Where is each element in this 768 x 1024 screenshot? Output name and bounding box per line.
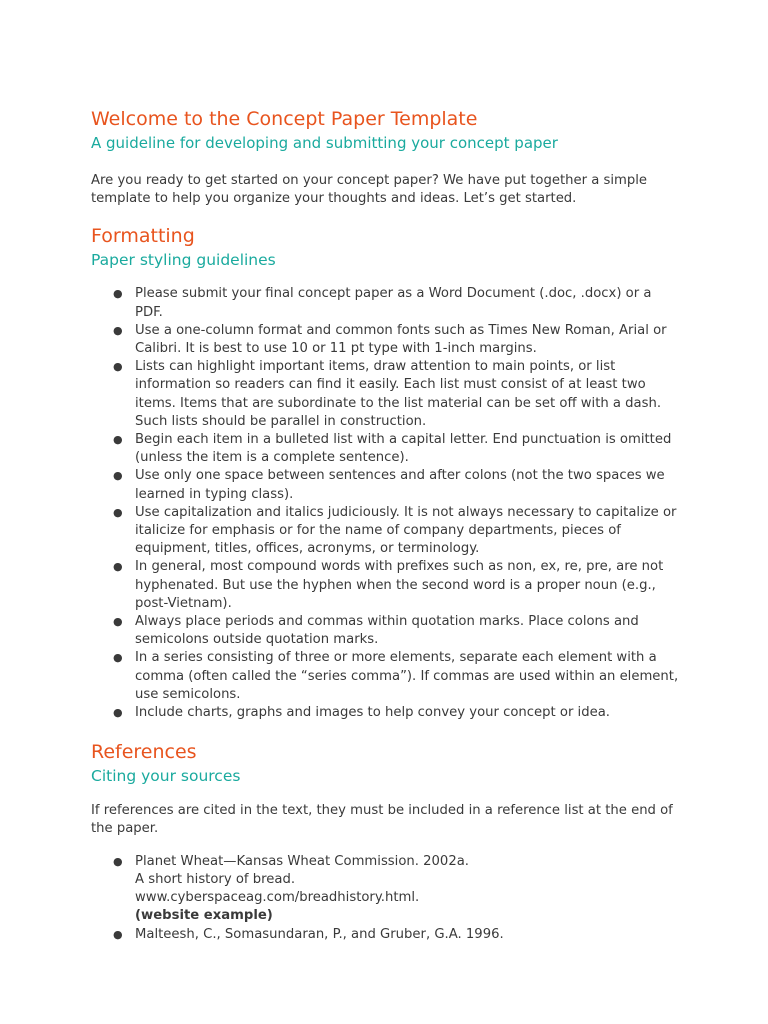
- bullet-icon: ●: [113, 469, 123, 483]
- list-item: ● Use a one-column format and common fonts such as Times New Roman, Arial or Calibri. It is best to use 10 or 11 pt type with 1-inch margins.: [113, 322, 667, 357]
- reference-title: A short history of bread.: [135, 871, 296, 887]
- bullet-icon: ●: [113, 433, 123, 447]
- bullet-icon: ●: [113, 651, 123, 665]
- list-item: ● Begin each item in a bulleted list with a capital letter. End punctuation is omitted (unless the item is a complete sentence).: [113, 432, 672, 466]
- bullet-icon: ●: [113, 505, 123, 519]
- reference-url: www.cyberspaceag.com/breadhistory.html.: [135, 890, 420, 906]
- list-item: ● Use only one space between sentences and after colons (not the two spaces we learned in typing class).: [113, 468, 665, 502]
- references-list: [91, 853, 681, 944]
- references-intro: If references are cited in the text, they must be included in a reference list at the end of the paper.: [91, 803, 673, 837]
- formatting-heading: Formatting: [91, 225, 195, 248]
- document-body: [91, 106, 681, 944]
- bullet-icon: ●: [113, 706, 123, 720]
- list-item: ● Please submit your final concept paper as a Word Document (.doc, .docx) or a PDF.: [113, 286, 652, 320]
- document-subtitle: A guideline for developing and submitting your concept paper: [91, 134, 558, 152]
- list-item: ● Lists can highlight important items, draw attention to main points, or list information so readers can find it easily. Each list must consist of at least two items. Items that are subordinate to the list material can be set off with a dash. Such lists should be parallel in construction.: [113, 359, 662, 429]
- list-item: ● Use capitalization and italics judiciously. It is not always necessary to capitalize or italicize for emphasis or for the name of company departments, pieces of equipment, titles, offices, acronyms, or terminology.: [113, 504, 677, 557]
- list-item: ● In a series consisting of three or more elements, separate each element with a comma (often called the “series comma”). If commas are used within an element, use semicolons.: [113, 650, 679, 702]
- intro-paragraph: Are you ready to get started on your concept paper? We have put together a simple template to help you organize your thoughts and ideas. Let’s get started.: [91, 173, 648, 207]
- bullet-icon: ●: [113, 927, 123, 941]
- bullet-icon: ●: [113, 287, 123, 301]
- list-item: ● Include charts, graphs and images to help convey your concept or idea.: [91, 704, 681, 722]
- reference-citation: Malteesh, C., Somasundaran, P., and Gruber, G.A. 1996.: [135, 926, 504, 942]
- bullet-icon: ●: [113, 615, 123, 629]
- bullet-icon: ●: [113, 360, 123, 374]
- reference-item: [91, 853, 681, 926]
- bullet-icon: ●: [113, 560, 123, 574]
- formatting-subheading: Paper styling guidelines: [91, 251, 276, 270]
- reference-note: (website example): [135, 908, 273, 924]
- document-title: Welcome to the Concept Paper Template: [91, 108, 478, 130]
- formatting-list: [91, 285, 681, 722]
- bullet-icon: ●: [113, 323, 123, 337]
- reference-citation: Planet Wheat—Kansas Wheat Commission. 2002a.: [135, 853, 469, 869]
- references-subheading: Citing your sources: [91, 767, 241, 786]
- references-heading: References: [91, 741, 197, 764]
- bullet-icon: ●: [113, 854, 123, 868]
- list-item: ● Always place periods and commas within quotation marks. Place colons and semicolons outside quotation marks.: [113, 614, 639, 648]
- list-item: ● In general, most compound words with prefixes such as non, ex, re, pre, are not hyphenated. But use the hyphen when the second word is a proper noun (e.g., post-Vietnam).: [113, 559, 664, 611]
- reference-item: [91, 926, 681, 944]
